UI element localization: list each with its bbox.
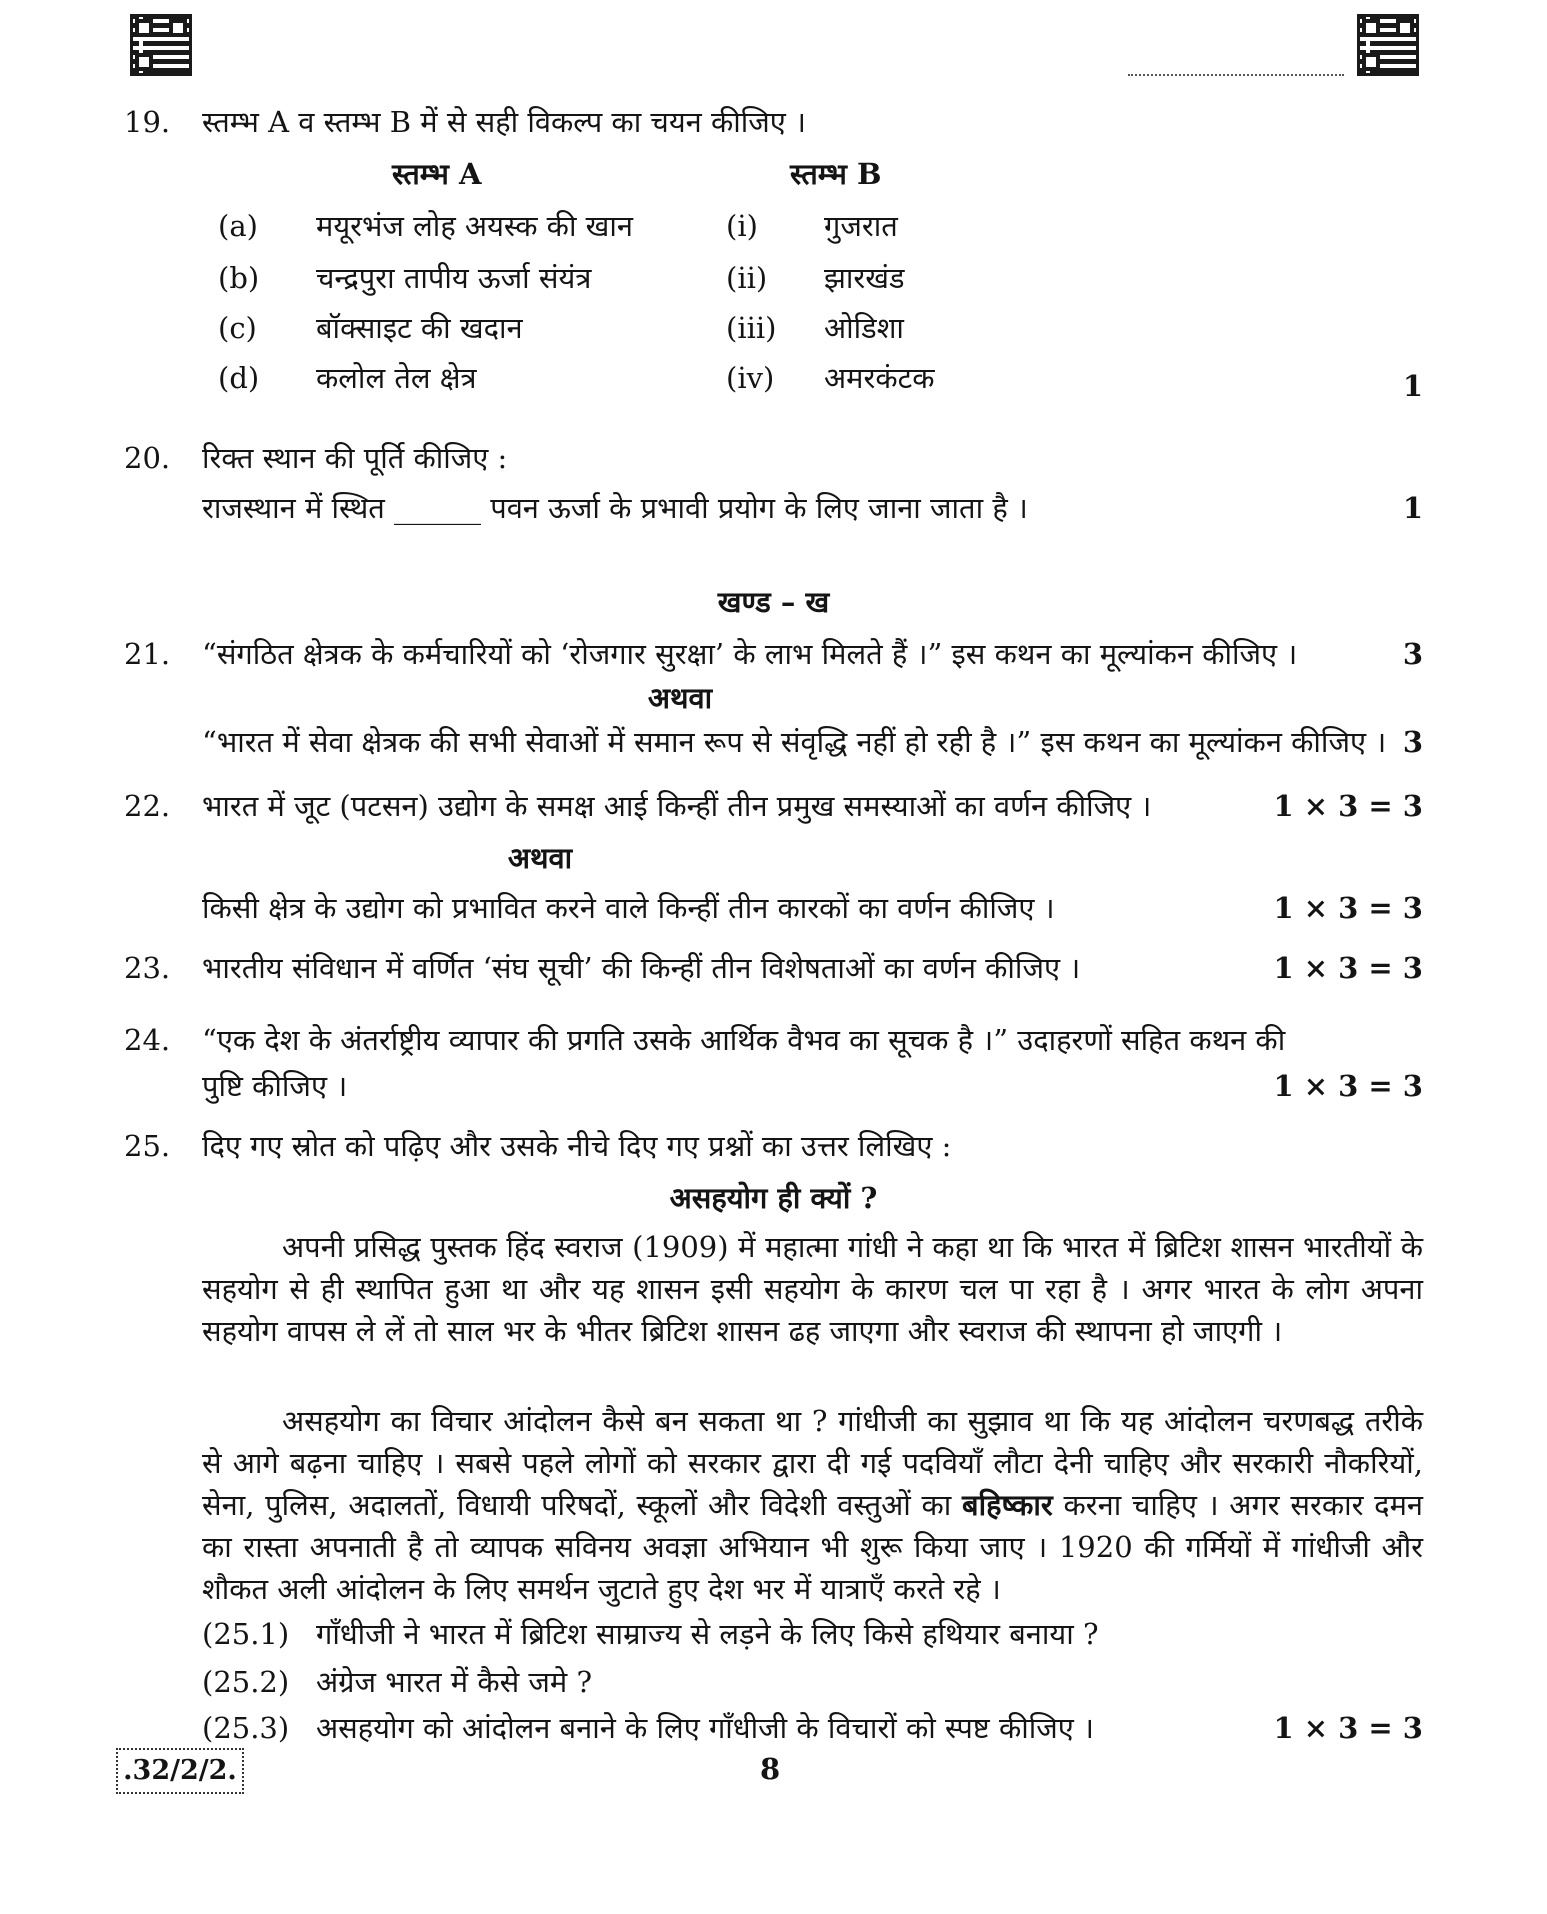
marks: 1 × 3 = 3 [1273, 1069, 1423, 1103]
paragraph-text: असहयोग का विचार आंदोलन कैसे बन सकता था ? गांधीजी का सुझाव था कि यह आंदोलन चरणबद्ध तरीके से आगे बढ़ना चाहिए । सबसे पहले लोगों को सरकार द्वारा दी गई पदवियाँ लौटा देनी चाहिए और सरकारी नौकरियों, सेना, पुलिस, अदालतों, विधायी परिषदों, स्कूलों और विदेशी वस्तुओं का [202, 1404, 1423, 1522]
question-number: 23. [124, 951, 171, 985]
question-number: 22. [124, 789, 171, 823]
marks: 1 [1402, 369, 1423, 403]
column-b-item: गुजरात [824, 209, 898, 243]
question-text: रिक्त स्थान की पूर्ति कीजिए : [202, 441, 508, 475]
row-label: (iii) [726, 311, 777, 345]
question-text: स्तम्भ A व स्तम्भ B में से सही विकल्प का चयन कीजिए । [202, 105, 807, 139]
column-a-item: मयूरभंज लोह अयस्क की खान [316, 209, 634, 243]
sub-question-text: अंग्रेज भारत में कैसे जमे ? [316, 1665, 593, 1699]
question-number: 25. [124, 1129, 171, 1163]
marks: 1 × 3 = 3 [1273, 951, 1423, 985]
sub-question-number: (25.1) [202, 1617, 290, 1651]
marks: 1 × 3 = 3 [1273, 789, 1423, 823]
marks: 1 × 3 = 3 [1273, 891, 1423, 925]
question-text: “भारत में सेवा क्षेत्रक की सभी सेवाओं में समान रूप से संवृद्धि नहीं हो रही है ।” इस कथन का मूल्यांकन कीजिए । [202, 725, 1387, 759]
column-a-item: बॉक्साइट की खदान [316, 311, 523, 345]
column-b-item: अमरकंटक [824, 361, 935, 395]
column-a-title: स्तम्भ A [392, 157, 482, 191]
column-a-item: कलोल तेल क्षेत्र [316, 361, 477, 395]
question-text: “संगठित क्षेत्रक के कर्मचारियों को ‘रोजगार सुरक्षा’ के लाभ मिलते हैं ।” इस कथन का मूल्यांकन कीजिए । [202, 637, 1298, 671]
row-label: (d) [218, 361, 260, 395]
marks: 3 [1402, 637, 1423, 671]
question-number: 19. [124, 105, 171, 139]
paper-code: .32/2/2. [116, 1748, 244, 1794]
or-label: अथवा [647, 681, 713, 715]
row-label: (a) [218, 209, 258, 243]
column-b-item: झारखंड [824, 261, 905, 295]
sub-question-number: (25.2) [202, 1665, 290, 1699]
column-b-item: ओडिशा [824, 311, 904, 345]
marks: 1 × 3 = 3 [1273, 1711, 1423, 1745]
question-text: किसी क्षेत्र के उद्योग को प्रभावित करने वाले किन्हीं तीन कारकों का वर्णन कीजिए । [202, 891, 1055, 925]
paragraph-text: अपनी प्रसिद्ध पुस्तक हिंद स्वराज (1909) में महात्मा गांधी ने कहा था कि भारत में ब्रिटिश शासन भारतीयों के सहयोग से ही स्थापित हुआ था और यह शासन इसी सहयोग के कारण चल पा रहा है । अगर भारत के लोग अपना सहयोग वापस ले लें तो साल भर के भीतर ब्रिटिश शासन ढह जाएगा और स्वराज की स्थापना हो जाएगी । [202, 1230, 1423, 1348]
source-paragraph [202, 1226, 1423, 1352]
emphasis-word: बहिष्कार [962, 1488, 1053, 1522]
marks: 3 [1402, 725, 1423, 759]
marks: 1 [1402, 491, 1423, 525]
sub-question-text: गाँधीजी ने भारत में ब्रिटिश साम्राज्य से लड़ने के लिए किसे हथियार बनाया ? [316, 1617, 1099, 1651]
question-number: 20. [124, 441, 171, 475]
question-number: 24. [124, 1023, 171, 1057]
sub-question-number: (25.3) [202, 1711, 290, 1745]
source-title: असहयोग ही क्यों ? [669, 1181, 878, 1215]
sub-question-text: असहयोग को आंदोलन बनाने के लिए गाँधीजी के विचारों को स्पष्ट कीजिए । [316, 1711, 1094, 1745]
dotted-line [1128, 74, 1344, 76]
row-label: (iv) [726, 361, 775, 395]
column-a-item: चन्द्रपुरा तापीय ऊर्जा संयंत्र [316, 261, 592, 295]
page-number: 8 [760, 1752, 781, 1786]
qr-code-icon [1357, 14, 1419, 76]
question-number: 21. [124, 637, 171, 671]
row-label: (b) [218, 261, 260, 295]
qr-code-icon [130, 14, 192, 76]
or-label: अथवा [507, 841, 573, 875]
row-label: (ii) [726, 261, 768, 295]
question-text: भारत में जूट (पटसन) उद्योग के समक्ष आई किन्हीं तीन प्रमुख समस्याओं का वर्णन कीजिए । [202, 789, 1152, 823]
row-label: (c) [218, 311, 257, 345]
question-text: राजस्थान में स्थित ______ पवन ऊर्जा के प्रभावी प्रयोग के लिए जाना जाता है । [202, 491, 1028, 525]
question-text: भारतीय संविधान में वर्णित ‘संघ सूची’ की किन्हीं तीन विशेषताओं का वर्णन कीजिए । [202, 951, 1081, 985]
column-b-title: स्तम्भ B [790, 157, 882, 191]
question-text: पुष्टि कीजिए । [202, 1069, 348, 1103]
section-heading: खण्ड – ख [717, 585, 830, 619]
source-paragraph [202, 1400, 1423, 1610]
paragraph-text: करना चाहिए । अगर सरकार दमन का रास्ता अपनाती है तो व्यापक सविनय अवज्ञा अभियान भी शुरू किया जाए । 1920 की गर्मियों में गांधीजी और शौकत अली आंदोलन के लिए समर्थन जुटाते हुए देश भर में यात्राएँ करते रहे । [202, 1488, 1424, 1606]
question-text: “एक देश के अंतर्राष्ट्रीय व्यापार की प्रगति उसके आर्थिक वैभव का सूचक है ।” उदाहरणों सहित कथन की [202, 1023, 1286, 1057]
question-text: दिए गए स्रोत को पढ़िए और उसके नीचे दिए गए प्रश्नों का उत्तर लिखिए : [202, 1129, 952, 1163]
row-label: (i) [726, 209, 758, 243]
